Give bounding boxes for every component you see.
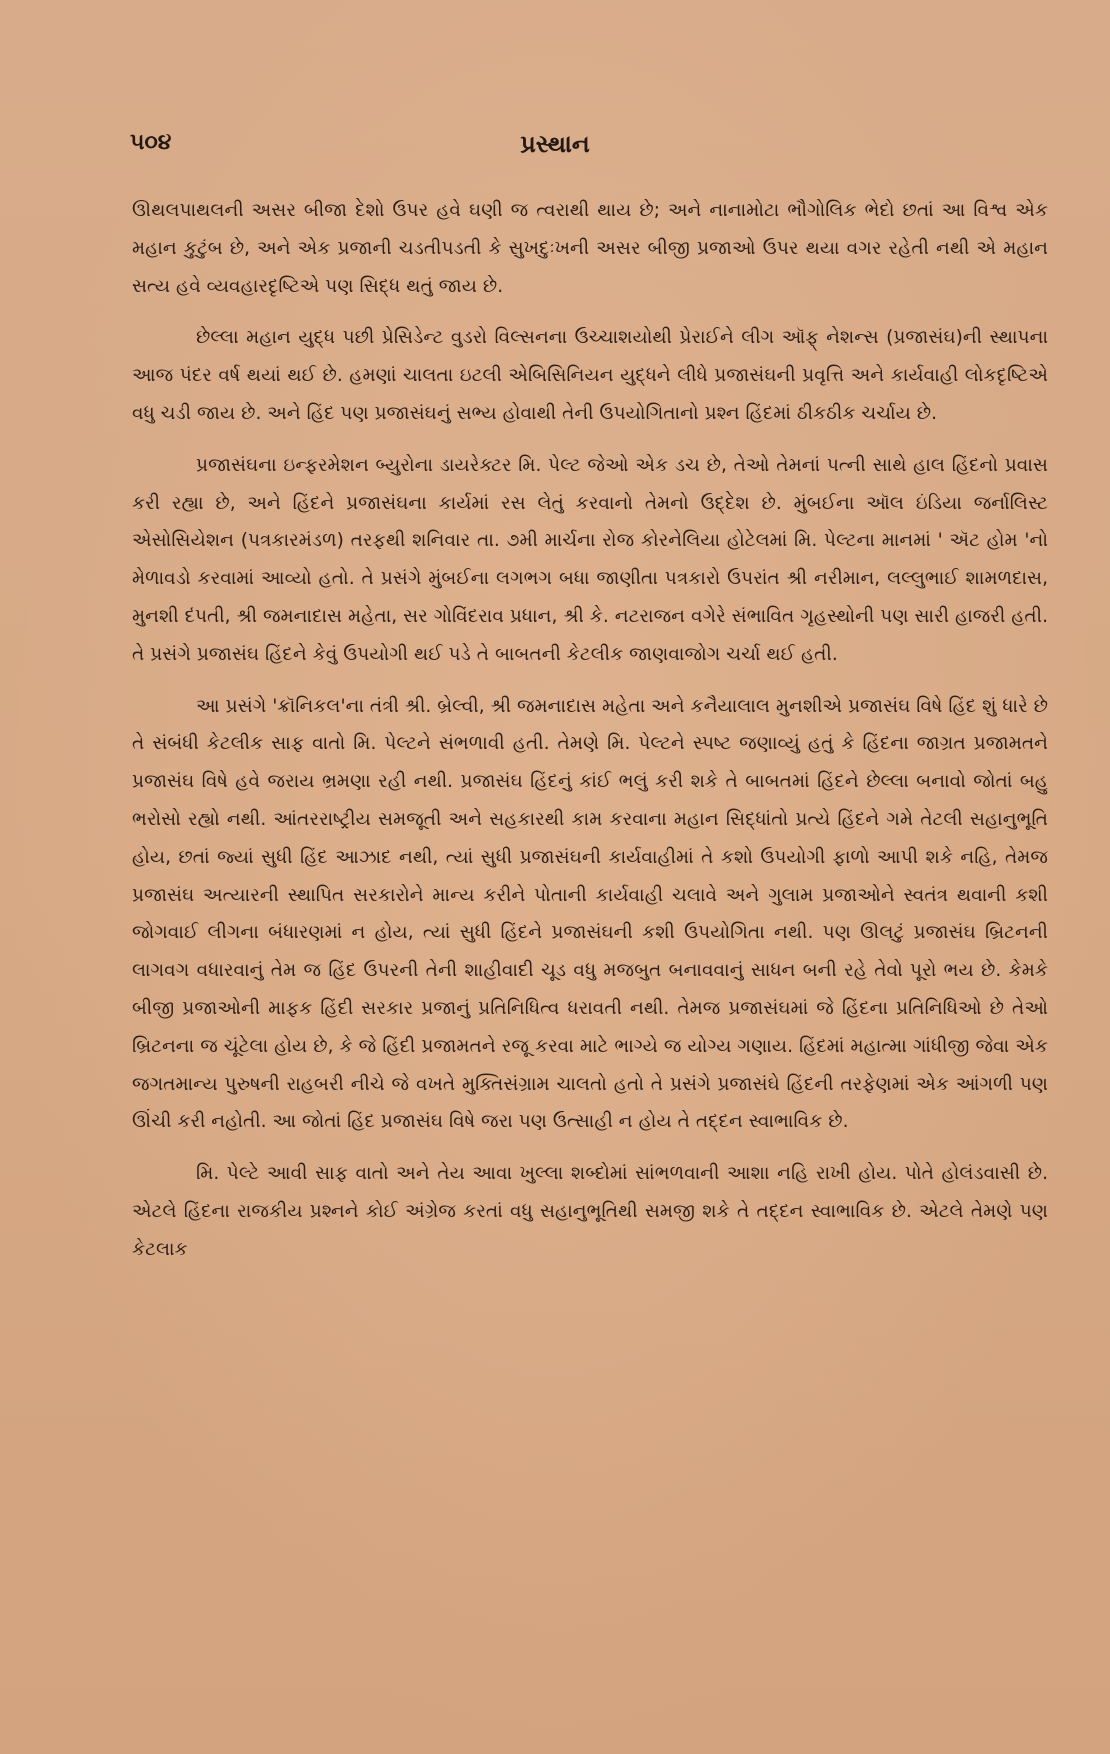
paragraph-3: પ્રજાસંઘના ઇન્ફરમેશન બ્યુરોના ડાયરેક્ટર મિ. પેલ્ટ જેઓ એક ડચ છે, તેઓ તેમનાં પત્ની સાથે હાલ હિંદનો પ્રવાસ કરી રહ્યા છે, અને હિંદને પ્રજાસંઘના કાર્યમાં રસ લેતું કરવાનો તેમનો ઉદ્દેશ છે. મુંબઈના ઑલ ઇંડિયા જર્નાલિસ્ટ એસોસિયેશન (પત્રકારમંડળ) તરફથી શનિવાર તા. ૭મી માર્ચના રોજ કોરનેલિયા હોટેલમાં મિ. પેલ્ટના માનમાં ' ઍટ હોમ 'નો મેળાવડો કરવામાં આવ્યો હતો. તે પ્રસંગે મુંબઈના લગભગ બધા જાણીતા પત્રકારો ઉપરાંત શ્રી નરીમાન, લલ્લુભાઈ શામળદાસ, મુનશી દંપતી, શ્રી જમનાદાસ મહેતા, સર ગોવિંદરાવ પ્રધાન, શ્રી કે. નટરાજન વગેરે સંભાવિત ગૃહસ્થોની પણ સારી હાજરી હતી. તે પ્રસંગે પ્રજાસંઘ હિંદને કેવું ઉપયોગી થઈ પડે તે બાબતની કેટલીક જાણવાજોગ ચર્ચા થઈ હતી. xyxy=(132,454,1048,665)
running-title: પ્રસ્થાન xyxy=(520,130,590,158)
page-number: ૫૦૪ xyxy=(130,130,172,155)
paragraph-4: આ પ્રસંગે 'ક્રૉનિકલ'ના તંત્રી શ્રી. બ્રેલ્વી, શ્રી જમનાદાસ મહેતા અને કનૈયાલાલ મુનશીએ પ્રજાસંઘ વિષે હિંદ શું ધારે છે તે સંબંધી કેટલીક સાફ વાતો મિ. પેલ્ટને સંભળાવી હતી. તેમણે મિ. પેલ્ટને સ્પષ્ટ જણાવ્યું હતું કે હિંદના જાગ્રત પ્રજામતને પ્રજાસંઘ વિષે હવે જરાય ભ્રમણા રહી નથી. પ્રજાસંઘ હિંદનું કાંઈ ભલું કરી શકે તે બાબતમાં હિંદને છેલ્લા બનાવો જોતાં બહુ ભરોસો રહ્યો નથી. આંતરરાષ્ટ્રીય સમજૂતી અને સહકારથી કામ કરવાના મહાન સિદ્ધાંતો પ્રત્યે હિંદને ગમે તેટલી સહાનુભૂતિ હોય, છતાં જ્યાં સુધી હિંદ આઝાદ નથી, ત્યાં સુધી પ્રજાસંઘની કાર્યવાહીમાં તે કશો ઉપયોગી ફાળો આપી શકે નહિ, તેમજ પ્રજાસંઘ અત્યારની સ્થાપિત સરકારોને માન્ય કરીને પોતાની કાર્યવાહી ચલાવે અને ગુલામ પ્રજાઓને સ્વતંત્ર થવાની કશી જોગવાઈ લીગના બંધારણમાં ન હોય, ત્યાં સુધી હિંદને પ્રજાસંઘની કશી ઉપયોગિતા નથી. પણ ઊલટું પ્રજાસંઘ બ્રિટનની લાગવગ વધારવાનું તેમ જ હિંદ ઉપરની તેની શાહીવાદી ચૂડ વધુ મજબુત બનાવવાનું સાધન બની રહે તેવો પૂરો ભય છે. કેમકે બીજી પ્રજાઓની માફક હિંદી સરકાર પ્રજાનું પ્રતિનિધિત્વ ધરાવતી નથી. તેમજ પ્રજાસંઘમાં જે હિંદના પ્રતિનિધિઓ છે તેઓ બ્રિટનના જ ચૂંટેલા હોય છે, કે જે હિંદી પ્રજામતને રજૂ કરવા માટે ભાગ્યે જ યોગ્ય ગણાય. હિંદમાં મહાત્મા ગાંધીજી જેવા એક જગતમાન્ય પુરુષની રાહબરી નીચે જે વખતે મુક્તિસંગ્રામ ચાલતો હતો તે પ્રસંગે પ્રજાસંઘે હિંદની તરફેણમાં એક આંગળી પણ ઊંચી કરી નહોતી. આ જોતાં હિંદ પ્રજાસંઘ વિષે જરા પણ ઉત્સાહી ન હોય તે તદ્દન સ્વાભાવિક છે. xyxy=(132,695,1048,1133)
paragraph-5: મિ. પેલ્ટે આવી સાફ વાતો અને તેય આવા ખુલ્લા શબ્દોમાં સાંભળવાની આશા નહિ રાખી હોય. પોતે હોલંડવાસી છે. એટલે હિંદના રાજકીય પ્રશ્નને કોઈ અંગ્રેજ કરતાં વધુ સહાનુભૂતિથી સમજી શકે તે તદ્દન સ્વાભાવિક છે. એટલે તેમણે પણ કેટલાક xyxy=(132,1163,1048,1260)
article-body xyxy=(132,192,1048,1283)
paragraph-1: ઊથલપાથલની અસર બીજા દેશો ઉપર હવે ઘણી જ ત્વરાથી થાય છે; અને નાનામોટા ભૌગોલિક ભેદો છતાં આ વિશ્વ એક મહાન કુટુંબ છે, અને એક પ્રજાની ચડતીપડતી કે સુખદુઃખની અસર બીજી પ્રજાઓ ઉપર થયા વગર રહેતી નથી એ મહાન સત્ય હવે વ્યવહારદૃષ્ટિએ પણ સિદ્ધ થતું જાય છે. xyxy=(132,200,1048,297)
paragraph-2: છેલ્લા મહાન યુદ્ધ પછી પ્રેસિડેન્ટ વુડરો વિલ્સનના ઉચ્ચાશયોથી પ્રેરાઈને લીગ ઑફ્ નેશન્સ (પ્રજાસંઘ)ની સ્થાપના આજ પંદર વર્ષ થયાં થઈ છે. હમણાં ચાલતા ઇટલી એબિસિનિયન યુદ્ધને લીધે પ્રજાસંઘની પ્રવૃત્તિ અને કાર્યવાહી લોકદૃષ્ટિએ વધુ ચડી જાય છે. અને હિંદ પણ પ્રજાસંઘનું સભ્ય હોવાથી તેની ઉપયોગિતાનો પ્રશ્ન હિંદમાં ઠીકઠીક ચર્ચાય છે. xyxy=(132,327,1048,424)
page-header xyxy=(130,130,980,170)
